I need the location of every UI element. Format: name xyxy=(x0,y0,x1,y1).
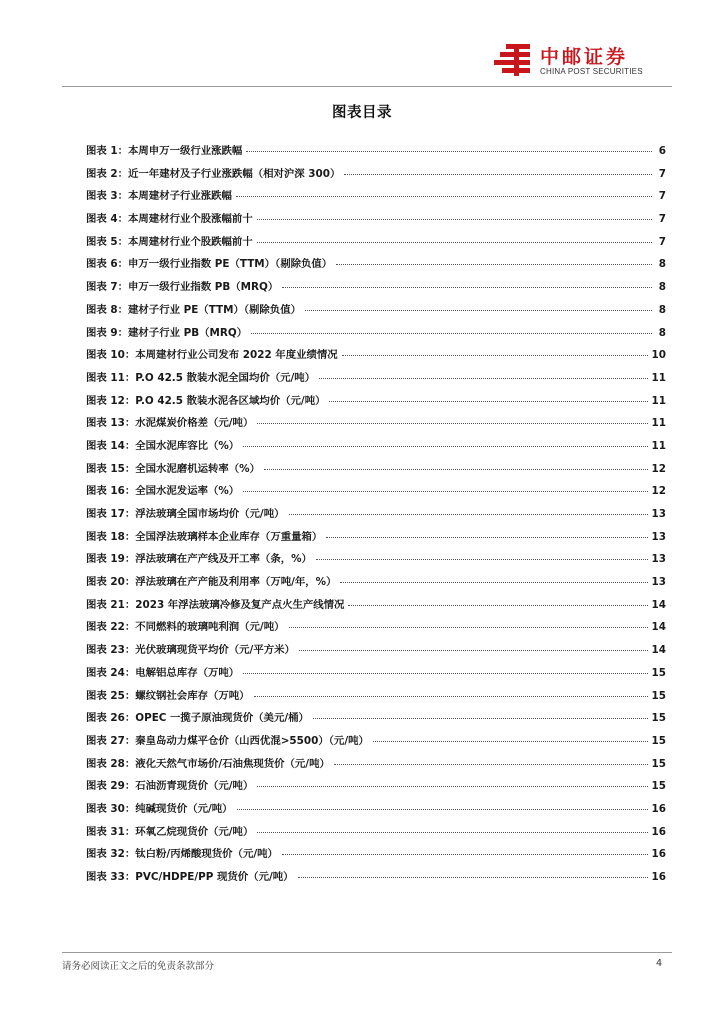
toc-leader-dots xyxy=(282,854,648,855)
toc-entry-page: 11 xyxy=(651,417,666,430)
toc-entry-label: 图表 4：本周建材行业个股涨幅前十 xyxy=(86,213,253,226)
toc-leader-dots xyxy=(342,355,648,356)
toc-leader-dots xyxy=(305,310,652,311)
toc-entry[interactable] xyxy=(86,550,666,573)
toc-entry-page: 10 xyxy=(651,349,666,362)
toc-leader-dots xyxy=(289,514,648,515)
toc-entry-label: 图表 13：水泥煤炭价格差（元/吨） xyxy=(86,417,254,430)
toc-entry-label: 图表 28：液化天然气市场价/石油焦现货价（元/吨） xyxy=(86,757,330,770)
toc-entry-label: 图表 2：近一年建材及子行业涨跌幅（相对沪深 300） xyxy=(86,167,341,180)
toc-entry-label: 图表 17：浮法玻璃全国市场均价（元/吨） xyxy=(86,508,285,520)
disclaimer-note: 请务必阅读正文之后的免责条款部分 xyxy=(62,961,215,972)
toc-leader-dots xyxy=(289,627,648,628)
toc-entry[interactable] xyxy=(86,641,666,664)
toc-entry[interactable] xyxy=(86,142,666,165)
toc-leader-dots xyxy=(344,174,652,175)
toc-entry-page: 7 xyxy=(658,167,666,180)
toc-leader-dots xyxy=(299,650,648,651)
toc-entry-label: 图表 23：光伏玻璃现货平均价（元/平方米） xyxy=(86,644,295,657)
toc-entry-page: 16 xyxy=(651,825,666,838)
toc-leader-dots xyxy=(298,877,648,878)
toc-entry[interactable] xyxy=(86,687,666,710)
footer-divider xyxy=(62,952,672,953)
toc-entry-label: 图表 33：PVC/HDPE/PP 现货价（元/吨） xyxy=(86,871,294,883)
toc-entry-label: 图表 22：不同燃料的玻璃吨利润（元/吨） xyxy=(86,621,285,634)
toc-leader-dots xyxy=(257,786,647,787)
toc-leader-dots xyxy=(336,264,652,265)
china-post-logo-icon xyxy=(492,42,534,78)
toc-entry-label: 图表 12：P.O 42.5 散装水泥各区域均价（元/吨） xyxy=(86,394,326,407)
toc-entry-page: 16 xyxy=(651,802,666,815)
toc-entry-label: 图表 19：浮法玻璃在产产线及开工率（条，%） xyxy=(86,553,312,566)
toc-leader-dots xyxy=(243,446,647,447)
toc-entry[interactable] xyxy=(86,369,666,392)
toc-leader-dots xyxy=(246,151,652,152)
toc-entry-label: 图表 30：纯碱现货价（元/吨） xyxy=(86,802,233,815)
toc-entry[interactable] xyxy=(86,573,666,596)
toc-entry[interactable] xyxy=(86,437,666,460)
toc-entry-label: 图表 18：全国浮法玻璃样本企业库存（万重量箱） xyxy=(86,530,323,543)
toc-entry[interactable] xyxy=(86,823,666,846)
toc-entry-label: 图表 1：本周申万一级行业涨跌幅 xyxy=(86,145,243,157)
toc-entry-label: 图表 25：螺纹钢社会库存（万吨） xyxy=(86,689,250,702)
toc-entry[interactable] xyxy=(86,732,666,755)
toc-leader-dots xyxy=(264,469,648,470)
toc-entry-page: 13 xyxy=(651,530,666,543)
toc-entry-page: 14 xyxy=(651,644,666,657)
header-divider xyxy=(62,86,672,87)
toc-entry[interactable] xyxy=(86,618,666,641)
toc-entry-page: 12 xyxy=(651,485,666,498)
toc-leader-dots xyxy=(316,559,648,560)
toc-entry-label: 图表 8：建材子行业 PE（TTM）（剔除负值） xyxy=(86,303,301,316)
toc-entry[interactable] xyxy=(86,800,666,823)
toc-entry-page: 15 xyxy=(651,734,666,747)
toc-entry-label: 图表 20：浮法玻璃在产产能及利用率（万吨/年，%） xyxy=(86,576,337,589)
toc-entry-page: 16 xyxy=(651,871,666,883)
toc-entry[interactable] xyxy=(86,301,666,324)
toc-entry[interactable] xyxy=(86,460,666,483)
toc-entry-page: 13 xyxy=(651,576,666,589)
toc-leader-dots xyxy=(326,537,647,538)
toc-entry[interactable] xyxy=(86,482,666,505)
toc-entry[interactable] xyxy=(86,845,666,868)
toc-entry[interactable] xyxy=(86,528,666,551)
toc-entry[interactable] xyxy=(86,505,666,528)
toc-entry[interactable] xyxy=(86,664,666,687)
toc-entry-label: 图表 26：OPEC 一揽子原油现货价（美元/桶） xyxy=(86,712,309,725)
toc-entry[interactable] xyxy=(86,187,666,210)
toc-entry-page: 11 xyxy=(651,394,666,407)
toc-entry[interactable] xyxy=(86,414,666,437)
toc-entry-label: 图表 9：建材子行业 PB（MRQ） xyxy=(86,326,248,339)
toc-leader-dots xyxy=(373,741,648,742)
brand-name-en: CHINA POST SECURITIES xyxy=(540,67,643,76)
toc-leader-dots xyxy=(257,423,647,424)
toc-entry-label: 图表 10：本周建材行业公司发布 2022 年度业绩情况 xyxy=(86,349,338,362)
toc-entry-label: 图表 29：石油沥青现货价（元/吨） xyxy=(86,780,254,793)
toc-entry[interactable] xyxy=(86,255,666,278)
toc-entry-label: 图表 5：本周建材行业个股跌幅前十 xyxy=(86,235,253,248)
toc-entry-page: 14 xyxy=(651,621,666,634)
page-number: 4 xyxy=(655,958,662,969)
toc-entry-label: 图表 7：申万一级行业指数 PB（MRQ） xyxy=(86,281,279,294)
toc-entry-page: 12 xyxy=(651,462,666,475)
toc-entry[interactable] xyxy=(86,868,666,891)
toc-leader-dots xyxy=(257,832,647,833)
toc-entry-page: 6 xyxy=(658,145,666,157)
toc-leader-dots xyxy=(348,605,647,606)
toc-entry[interactable] xyxy=(86,278,666,301)
toc-entry-page: 8 xyxy=(658,303,666,316)
table-of-figures xyxy=(86,142,666,891)
toc-entry-page: 16 xyxy=(651,848,666,861)
toc-leader-dots xyxy=(236,196,652,197)
toc-leader-dots xyxy=(237,809,648,810)
toc-entry-page: 8 xyxy=(658,281,666,294)
toc-leader-dots xyxy=(243,673,647,674)
toc-leader-dots xyxy=(334,764,648,765)
brand-logo xyxy=(492,40,672,84)
toc-entry-label: 图表 21：2023 年浮法玻璃冷修及复产点火生产线情况 xyxy=(86,598,345,611)
toc-entry-page: 13 xyxy=(651,553,666,566)
toc-leader-dots xyxy=(329,401,647,402)
toc-entry-page: 7 xyxy=(658,190,666,203)
toc-entry-page: 11 xyxy=(651,371,666,384)
toc-leader-dots xyxy=(340,582,647,583)
toc-entry[interactable] xyxy=(86,210,666,233)
toc-entry-label: 图表 24：电解铝总库存（万吨） xyxy=(86,666,240,679)
toc-entry[interactable] xyxy=(86,755,666,778)
toc-entry-label: 图表 15：全国水泥磨机运转率（%） xyxy=(86,462,260,475)
toc-entry-page: 7 xyxy=(658,235,666,248)
toc-entry[interactable] xyxy=(86,709,666,732)
toc-entry-label: 图表 14：全国水泥库容比（%） xyxy=(86,439,240,452)
toc-entry[interactable] xyxy=(86,233,666,256)
toc-entry[interactable] xyxy=(86,165,666,188)
toc-entry-label: 图表 16：全国水泥发运率（%） xyxy=(86,485,240,498)
toc-entry-page: 8 xyxy=(658,258,666,271)
toc-leader-dots xyxy=(243,491,647,492)
page-title: 图表目录 xyxy=(332,105,392,121)
toc-entry[interactable] xyxy=(86,392,666,415)
toc-leader-dots xyxy=(251,333,652,334)
toc-entry[interactable] xyxy=(86,324,666,347)
toc-entry-page: 15 xyxy=(651,780,666,793)
toc-leader-dots xyxy=(254,696,648,697)
toc-leader-dots xyxy=(282,287,652,288)
toc-entry-page: 13 xyxy=(651,508,666,520)
toc-leader-dots xyxy=(257,242,652,243)
toc-leader-dots xyxy=(313,718,648,719)
toc-entry-label: 图表 11：P.O 42.5 散装水泥全国均价（元/吨） xyxy=(86,371,316,384)
toc-entry-label: 图表 27：秦皇岛动力煤平仓价（山西优混>5500）（元/吨） xyxy=(86,734,369,747)
toc-entry-page: 15 xyxy=(651,757,666,770)
brand-name-cn: 中邮证券 xyxy=(540,46,629,68)
toc-entry-label: 图表 31：环氧乙烷现货价（元/吨） xyxy=(86,825,254,838)
toc-entry-page: 14 xyxy=(651,598,666,611)
toc-entry-page: 7 xyxy=(658,213,666,226)
toc-entry-page: 15 xyxy=(651,689,666,702)
toc-leader-dots xyxy=(319,378,647,379)
toc-entry-label: 图表 6：申万一级行业指数 PE（TTM）（剔除负值） xyxy=(86,258,333,271)
toc-entry-page: 15 xyxy=(651,712,666,725)
toc-entry-page: 8 xyxy=(658,326,666,339)
toc-entry[interactable] xyxy=(86,596,666,619)
toc-leader-dots xyxy=(257,219,652,220)
toc-entry-label: 图表 32：钛白粉/丙烯酸现货价（元/吨） xyxy=(86,848,278,861)
toc-entry-page: 11 xyxy=(651,439,666,452)
toc-entry-label: 图表 3：本周建材子行业涨跌幅 xyxy=(86,190,232,203)
toc-entry[interactable] xyxy=(86,777,666,800)
toc-entry[interactable] xyxy=(86,346,666,369)
toc-entry-page: 15 xyxy=(651,666,666,679)
